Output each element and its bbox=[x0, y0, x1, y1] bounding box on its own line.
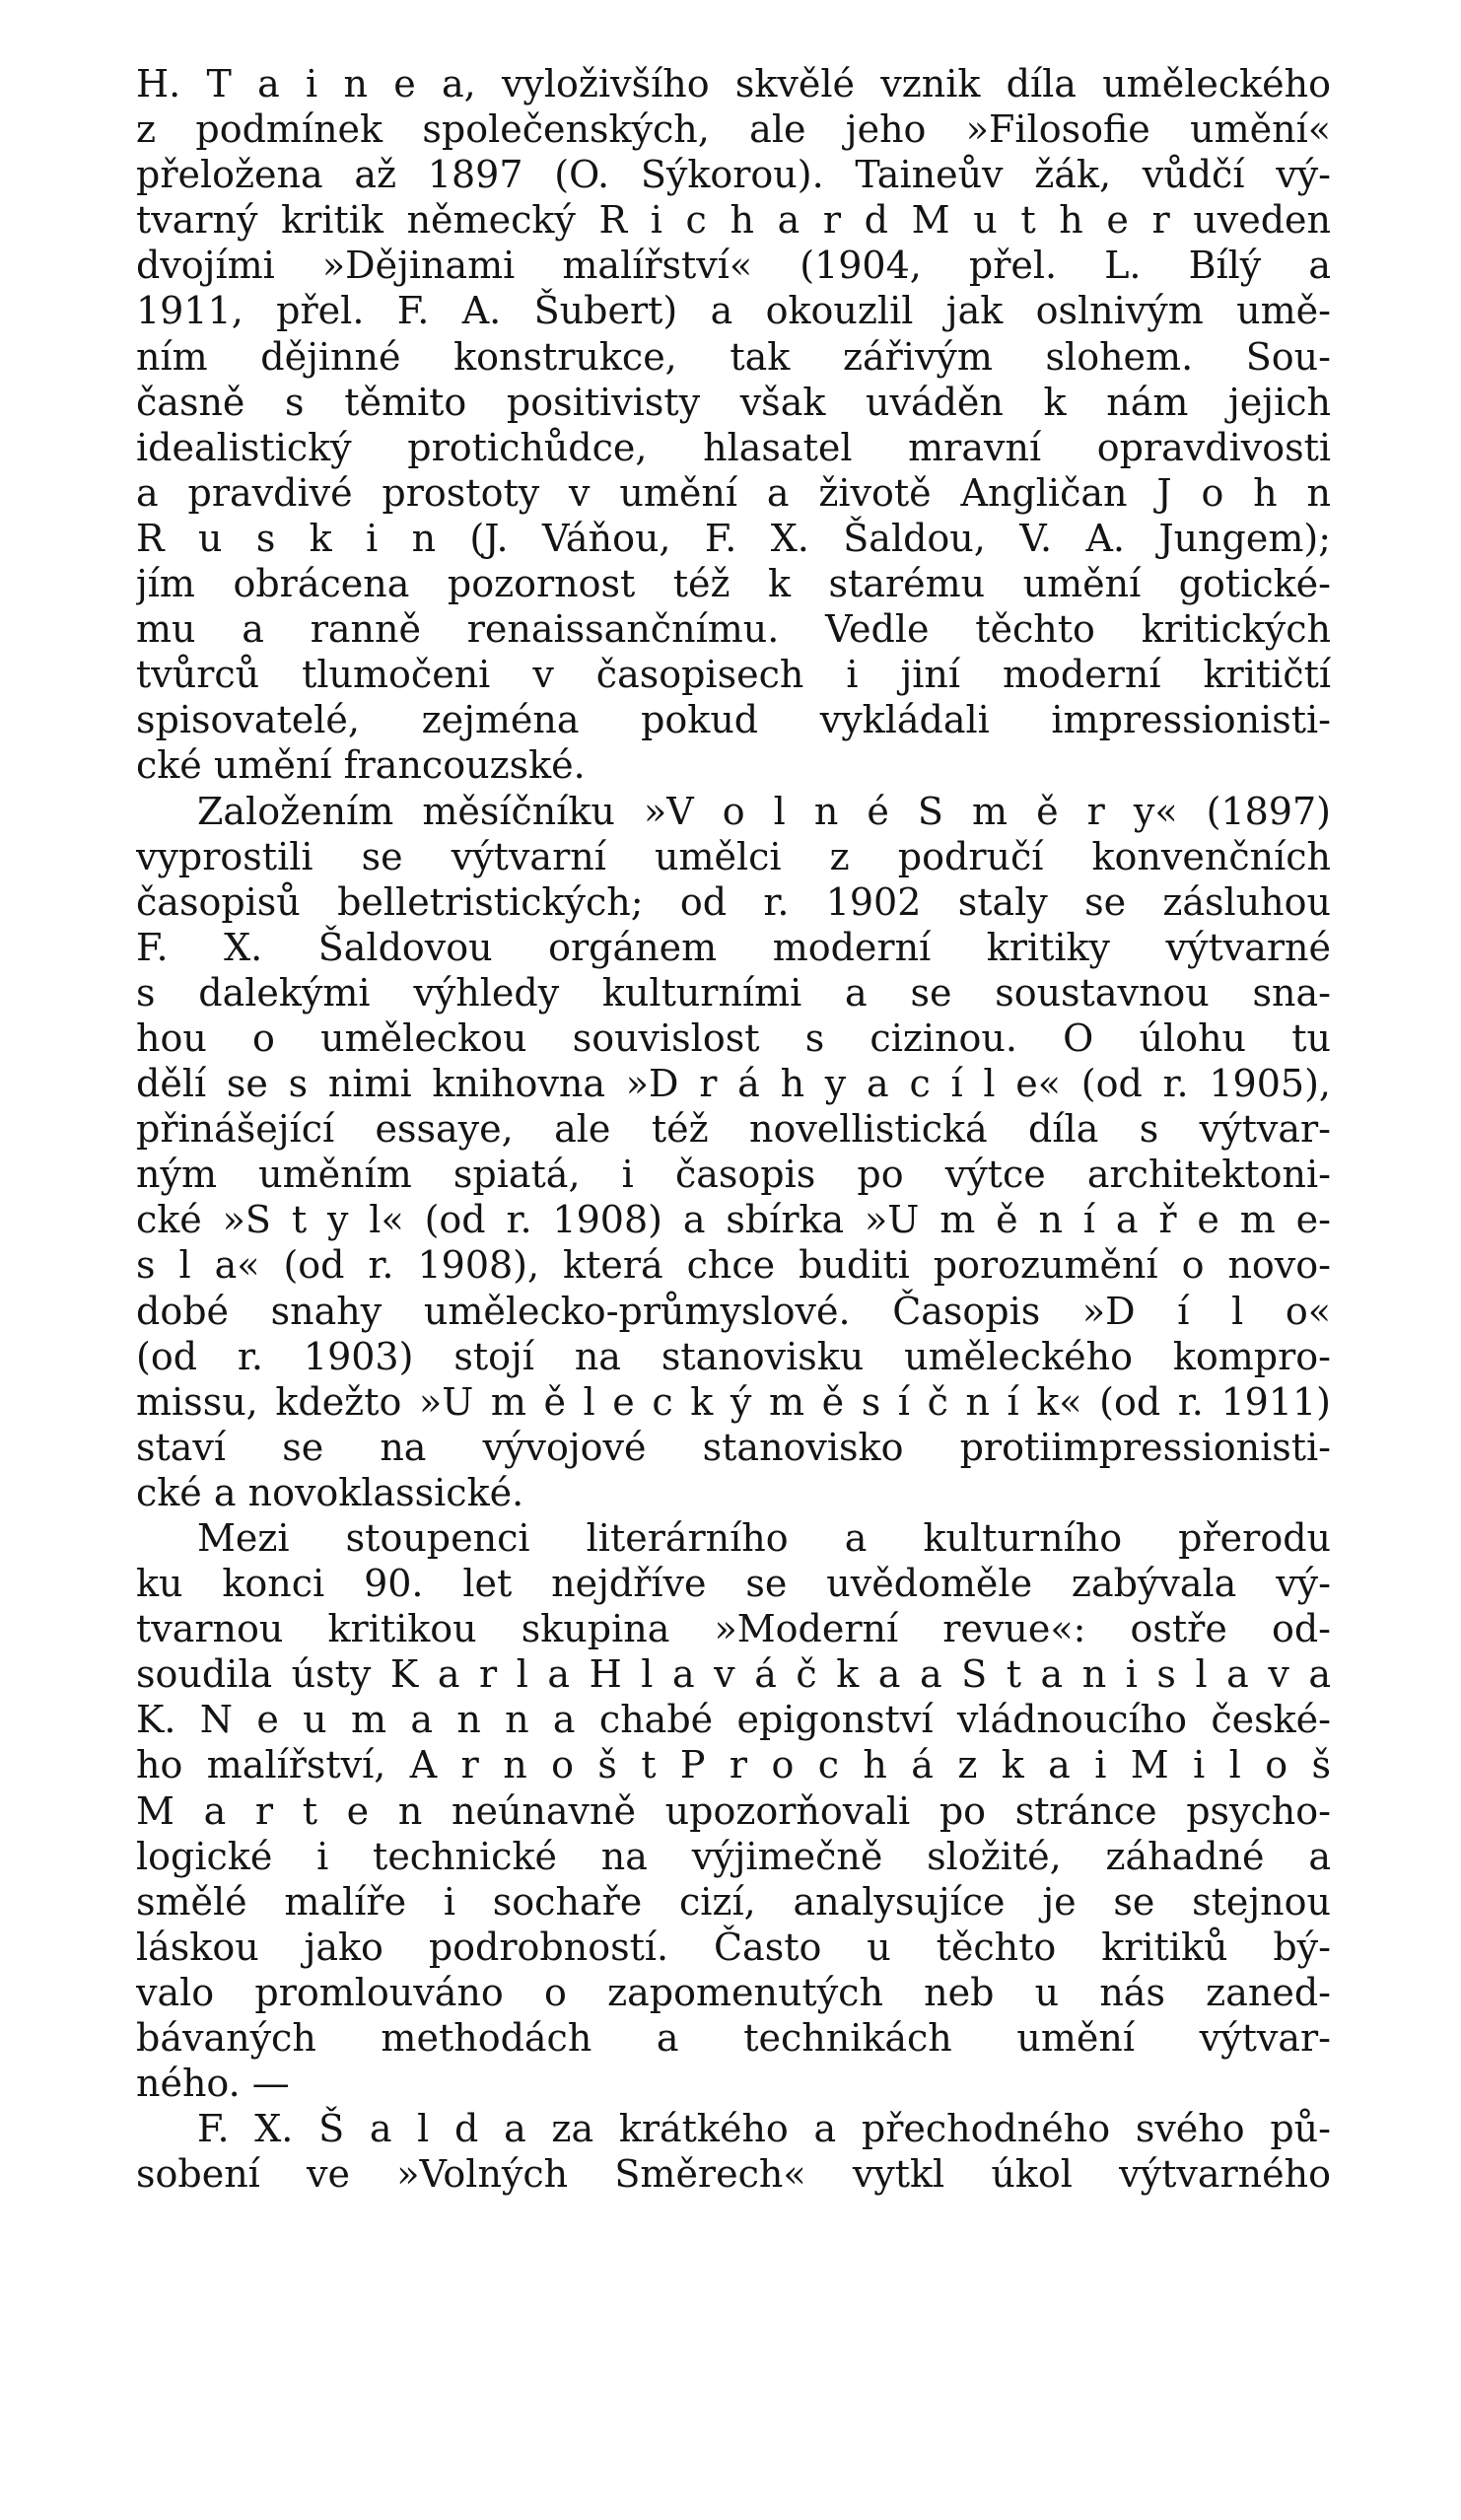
text-line: F. X. Šaldovou orgánem moderní kritiky výtvarné bbox=[136, 925, 1331, 969]
text-line: spisovatelé, zejména pokud vykládali impressionisti- bbox=[136, 698, 1331, 742]
text-line: ním dějinné konstrukce, tak zářivým slohem. Sou- bbox=[136, 334, 1331, 379]
text-line: z podmínek společenských, ale jeho »Filosofie umění« bbox=[136, 107, 1331, 152]
text-line: valo promlouváno o zapomenutých neb u nás zaned- bbox=[136, 1970, 1331, 2014]
text-line: dobé snahy umělecko-průmyslové. Časopis »D í l o« bbox=[136, 1289, 1331, 1333]
text-line: cké umění francouzské. bbox=[136, 743, 586, 788]
text-line: (od r. 1903) stojí na stanovisku uměleckého kompro- bbox=[136, 1334, 1331, 1378]
text-line: tvarnou kritikou skupina »Moderní revue«: ostře od- bbox=[136, 1607, 1331, 1651]
text-line: a pravdivé prostoty v umění a životě Angličan J o h n bbox=[136, 470, 1331, 515]
text-line: idealistický protichůdce, hlasatel mravní opravdivosti bbox=[136, 425, 1331, 469]
text-line: H. T a i n e a, vyloživšího skvělé vznik díla uměleckého bbox=[136, 62, 1331, 105]
text-line: láskou jako podrobností. Často u těchto kritiků bý- bbox=[136, 1925, 1331, 1969]
text-line: ho malířství, A r n o š t P r o c h á z k a i M i l o š bbox=[136, 1743, 1331, 1787]
text-line: vyprostili se výtvarní umělci z područí konvenčních bbox=[136, 834, 1331, 878]
text-line: přeložena až 1897 (O. Sýkorou). Taineův žák, vůdčí vý- bbox=[136, 153, 1331, 197]
text-line: 1911, přel. F. A. Šubert) a okouzlil jak oslnivým umě- bbox=[136, 289, 1331, 333]
text-line: s dalekými výhledy kulturními a se soustavnou sna- bbox=[136, 970, 1331, 1015]
text-paragraph bbox=[136, 2106, 1331, 2197]
text-line: Založením měsíčníku »V o l n é S m ě r y« (1897) bbox=[197, 789, 1331, 833]
text-paragraph bbox=[136, 789, 1331, 1516]
text-paragraph bbox=[136, 61, 1331, 789]
text-line: Mezi stoupenci literárního a kulturního přerodu bbox=[197, 1516, 1331, 1560]
text-line: časně s těmito positivisty však uváděn k nám jejich bbox=[136, 380, 1331, 424]
text-line: staví se na vývojové stanovisko protiimpressionisti- bbox=[136, 1425, 1331, 1469]
text-line: R u s k i n (J. Váňou, F. X. Šaldou, V. A. Jungem); bbox=[136, 516, 1331, 560]
text-line: časopisů belletristických; od r. 1902 staly se zásluhou bbox=[136, 879, 1331, 924]
document-page bbox=[136, 61, 1331, 2197]
text-line: smělé malíře i sochaře cizí, analysujíce je se stejnou bbox=[136, 1879, 1331, 1924]
text-line: ným uměním spiatá, i časopis po výtce architektoni- bbox=[136, 1153, 1331, 1197]
text-line: s l a« (od r. 1908), která chce buditi porozumění o novo- bbox=[136, 1243, 1331, 1288]
text-line: soudila ústy K a r l a H l a v á č k a a S t a n i s l a v a bbox=[136, 1652, 1331, 1697]
text-paragraph bbox=[136, 1515, 1331, 2106]
text-line: logické i technické na výjimečně složité, záhadné a bbox=[136, 1834, 1331, 1878]
text-line: cké »S t y l« (od r. 1908) a sbírka »U m ě n í a ř e m e- bbox=[136, 1198, 1331, 1242]
text-line: dvojími »Dějinami malířství« (1904, přel. L. Bílý a bbox=[136, 244, 1331, 288]
text-line: mu a ranně renaissančnímu. Vedle těchto kritických bbox=[136, 607, 1331, 652]
text-line: tvarný kritik německý R i c h a r d M u t h e r uveden bbox=[136, 198, 1331, 243]
text-line: bávaných methodách a technikách umění výtvar- bbox=[136, 2016, 1331, 2061]
text-line: M a r t e n neúnavně upozorňovali po stránce psycho- bbox=[136, 1788, 1331, 1833]
text-line: ku konci 90. let nejdříve se uvědoměle zabývala vý- bbox=[136, 1562, 1331, 1606]
text-line: tvůrců tlumočeni v časopisech i jiní moderní kritičtí bbox=[136, 653, 1331, 697]
text-line: missu, kdežto »U m ě l e c k ý m ě s í č n í k« (od r. 1911) bbox=[136, 1379, 1331, 1424]
text-line: F. X. Š a l d a za krátkého a přechodného svého pů- bbox=[197, 2107, 1331, 2151]
text-line: cké a novoklassické. bbox=[136, 1470, 524, 1514]
text-line: ného. — bbox=[136, 2062, 290, 2106]
text-line: přinášející essaye, ale též novellistická díla s výtvar- bbox=[136, 1107, 1331, 1152]
text-line: jím obrácena pozornost též k starému umění gotické- bbox=[136, 562, 1331, 606]
text-line: dělí se s nimi knihovna »D r á h y a c í l e« (od r. 1905), bbox=[136, 1062, 1331, 1106]
text-line: K. N e u m a n n a chabé epigonství vládnoucího české- bbox=[136, 1698, 1331, 1742]
text-line: sobení ve »Volných Směrech« vytkl úkol výtvarného bbox=[136, 2152, 1331, 2197]
text-line: hou o uměleckou souvislost s cizinou. O úlohu tu bbox=[136, 1015, 1331, 1060]
